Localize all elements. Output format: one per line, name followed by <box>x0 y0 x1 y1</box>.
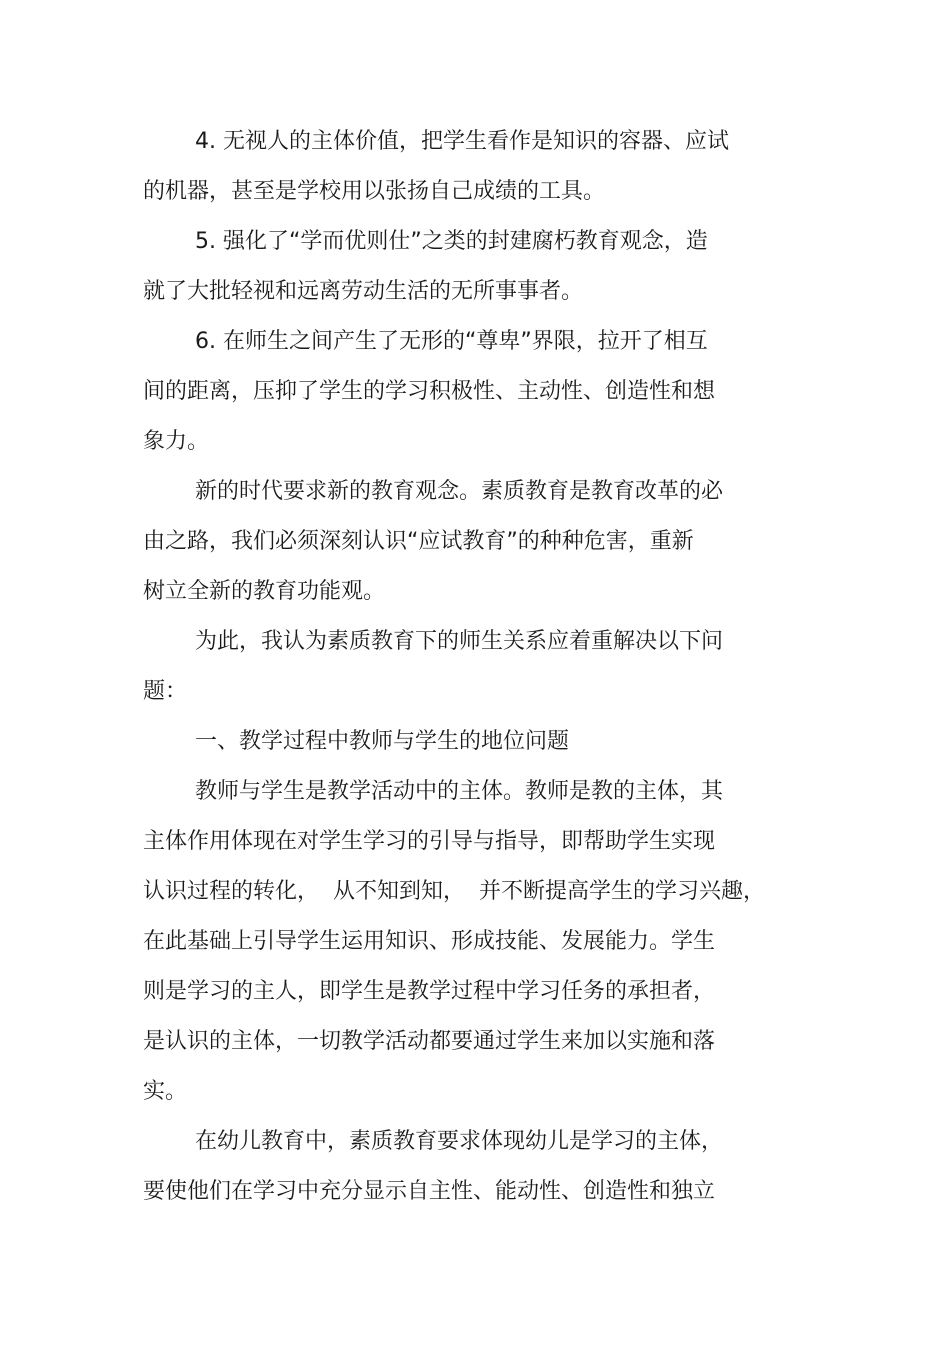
text-line-17: 在此基础上引导学生运用知识、形成技能、发展能力。学生 <box>143 929 716 954</box>
text-line-20: 实。 <box>143 1079 188 1104</box>
text-line-4: 就了大批轻视和远离劳动生活的无所事事者。 <box>143 279 584 304</box>
text-line-1: 4. 无视人的主体价值，把学生看作是知识的容器、应试 <box>195 129 729 154</box>
section-heading: 一、教学过程中教师与学生的地位问题 <box>195 729 570 754</box>
text-line-2: 的机器，甚至是学校用以张扬自己成绩的工具。 <box>143 179 606 204</box>
text-line-9: 由之路，我们必须深刻认识“应试教育”的种种危害，重新 <box>143 529 694 554</box>
text-line-5: 6. 在师生之间产生了无形的“尊卑”界限，拉开了相互 <box>195 329 708 354</box>
text-line-18: 则是学习的主人，即学生是教学过程中学习任务的承担者， <box>143 979 716 1004</box>
text-line-6: 间的距离，压抑了学生的学习积极性、主动性、创造性和想 <box>143 379 716 404</box>
text-line-16: 认识过程的转化， 从不知到知， 并不断提高学生的学习兴趣， <box>143 879 765 904</box>
text-line-19: 是认识的主体，一切教学活动都要通过学生来加以实施和落 <box>143 1029 716 1054</box>
text-line-22: 要使他们在学习中充分显示自主性、能动性、创造性和独立 <box>143 1179 716 1204</box>
text-line-8: 新的时代要求新的教育观念。素质教育是教育改革的必 <box>195 479 724 504</box>
text-line-3: 5. 强化了“学而优则仕”之类的封建腐朽教育观念，造 <box>195 229 708 254</box>
text-line-7: 象力。 <box>143 429 210 454</box>
text-line-10: 树立全新的教育功能观。 <box>143 579 386 604</box>
text-line-12: 题： <box>143 679 188 704</box>
text-line-11: 为此，我认为素质教育下的师生关系应着重解决以下问 <box>195 629 724 654</box>
text-line-15: 主体作用体现在对学生学习的引导与指导，即帮助学生实现 <box>143 829 716 854</box>
text-line-14: 教师与学生是教学活动中的主体。教师是教的主体，其 <box>195 779 724 804</box>
text-line-21: 在幼儿教育中，素质教育要求体现幼儿是学习的主体， <box>195 1129 724 1154</box>
